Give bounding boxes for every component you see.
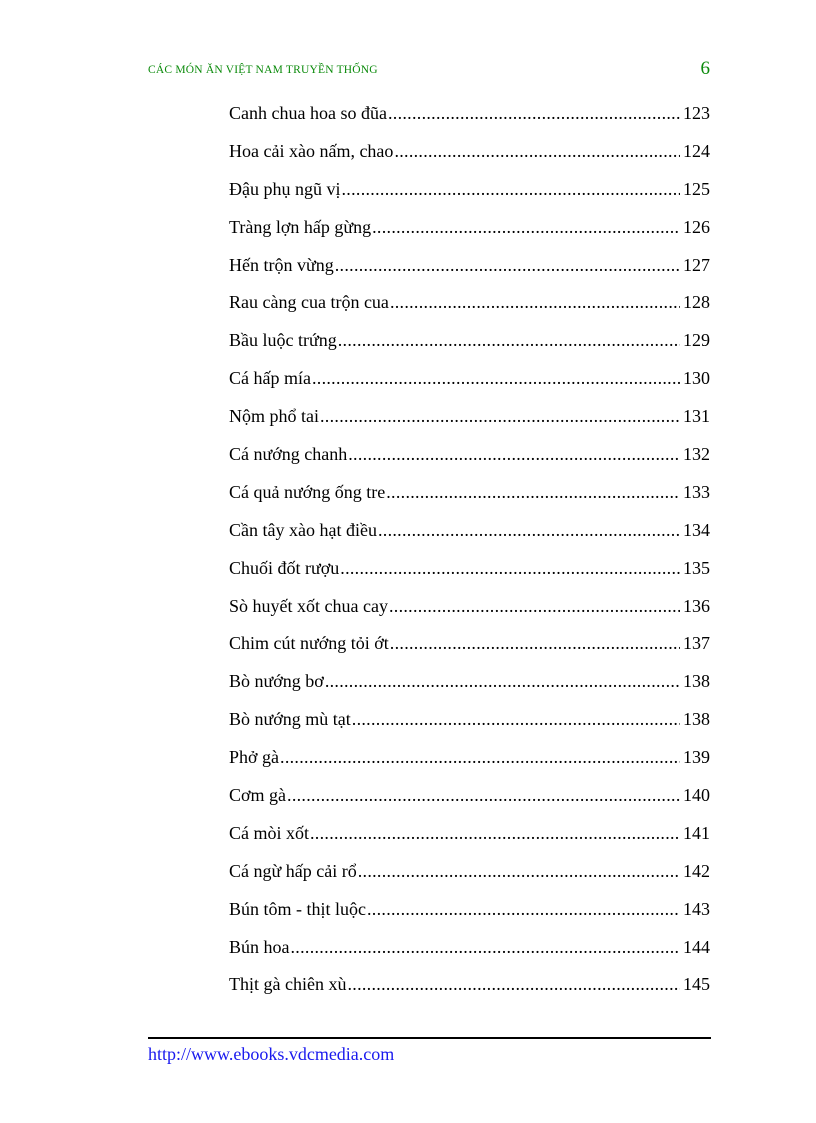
toc-entry-title: Nộm phổ tai bbox=[229, 406, 319, 427]
toc-leader-dots bbox=[386, 478, 680, 506]
toc-entry-page: 129 bbox=[683, 330, 710, 351]
toc-leader-dots bbox=[291, 933, 681, 961]
toc-entry bbox=[229, 213, 710, 251]
toc-entry bbox=[229, 705, 710, 743]
toc-entry-title: Bầu luộc trứng bbox=[229, 330, 337, 351]
toc-entry-title: Bún hoa bbox=[229, 936, 290, 957]
toc-entry bbox=[229, 440, 710, 478]
toc-entry-page: 140 bbox=[683, 785, 710, 806]
toc-entry-title: Cá ngừ hấp cải rổ bbox=[229, 860, 357, 881]
toc-entry-title: Chuối đốt rượu bbox=[229, 557, 340, 578]
toc-entry-title: Rau càng cua trộn cua bbox=[229, 292, 389, 313]
toc-entry bbox=[229, 592, 710, 630]
toc-entry bbox=[229, 288, 710, 326]
toc-leader-dots bbox=[340, 554, 680, 582]
toc-entry-title: Cá nướng chanh bbox=[229, 444, 348, 465]
toc-leader-dots bbox=[390, 288, 680, 316]
toc-entry-title: Thịt gà chiên xù bbox=[229, 974, 347, 995]
toc-entry-page: 145 bbox=[683, 974, 710, 995]
footer-divider bbox=[148, 1037, 711, 1039]
toc-entry-title: Cá hấp mía bbox=[229, 368, 311, 389]
toc-leader-dots bbox=[280, 743, 680, 771]
toc-leader-dots bbox=[342, 175, 681, 203]
toc-entry-page: 137 bbox=[683, 633, 710, 654]
toc-entry-page: 143 bbox=[683, 898, 710, 919]
toc-leader-dots bbox=[352, 705, 680, 733]
toc-leader-dots bbox=[389, 592, 680, 620]
toc-entry bbox=[229, 970, 710, 1008]
toc-entry-title: Đậu phụ ngũ vị bbox=[229, 178, 341, 199]
toc-entry-page: 124 bbox=[683, 140, 710, 161]
toc-leader-dots bbox=[335, 251, 680, 279]
toc-entry-page: 133 bbox=[683, 481, 710, 502]
toc-entry-title: Hến trộn vừng bbox=[229, 254, 334, 275]
toc-entry-page: 127 bbox=[683, 254, 710, 275]
toc-leader-dots bbox=[388, 99, 680, 127]
toc-entry bbox=[229, 137, 710, 175]
toc-entry bbox=[229, 99, 710, 137]
toc-entry-title: Bò nướng mù tạt bbox=[229, 709, 351, 730]
toc-entry-page: 144 bbox=[683, 936, 710, 957]
toc-leader-dots bbox=[287, 781, 680, 809]
table-of-contents bbox=[229, 99, 710, 1008]
toc-entry-page: 136 bbox=[683, 595, 710, 616]
toc-entry-title: Canh chua hoa so đũa bbox=[229, 103, 387, 123]
toc-entry-title: Cá mòi xốt bbox=[229, 822, 309, 843]
toc-entry-title: Hoa cải xào nấm, chao bbox=[229, 140, 394, 161]
toc-entry bbox=[229, 629, 710, 667]
toc-leader-dots bbox=[338, 326, 680, 354]
toc-entry bbox=[229, 857, 710, 895]
toc-entry bbox=[229, 326, 710, 364]
toc-entry-page: 131 bbox=[683, 406, 710, 427]
toc-entry-title: Sò huyết xốt chua cay bbox=[229, 595, 388, 616]
toc-entry-page: 138 bbox=[683, 671, 710, 692]
toc-entry bbox=[229, 819, 710, 857]
toc-leader-dots bbox=[367, 895, 680, 923]
toc-leader-dots bbox=[358, 857, 680, 885]
toc-entry-title: Cần tây xào hạt điều bbox=[229, 519, 377, 540]
toc-entry bbox=[229, 667, 710, 705]
toc-entry-title: Tràng lợn hấp gừng bbox=[229, 216, 372, 237]
page-number: 6 bbox=[700, 58, 710, 79]
toc-entry-title: Cá quả nướng ống tre bbox=[229, 481, 386, 502]
toc-entry bbox=[229, 251, 710, 289]
toc-leader-dots bbox=[348, 440, 680, 468]
toc-entry bbox=[229, 478, 710, 516]
toc-entry-page: 141 bbox=[683, 822, 710, 843]
toc-entry-page: 130 bbox=[683, 368, 710, 389]
toc-entry bbox=[229, 933, 710, 971]
toc-entry-page: 125 bbox=[683, 178, 710, 199]
toc-entry bbox=[229, 743, 710, 781]
footer-url-link[interactable]: http://www.ebooks.vdcmedia.com bbox=[148, 1044, 395, 1064]
toc-entry-title: Phở gà bbox=[229, 747, 280, 768]
toc-entry-page: 126 bbox=[683, 216, 710, 237]
toc-entry bbox=[229, 895, 710, 933]
toc-entry-title: Chim cút nướng tỏi ớt bbox=[229, 633, 389, 654]
toc-entry-page: 132 bbox=[683, 444, 710, 465]
toc-leader-dots bbox=[312, 364, 680, 392]
toc-leader-dots bbox=[310, 819, 680, 847]
toc-entry-page: 123 bbox=[683, 103, 710, 123]
running-header-title: CÁC MÓN ĂN VIỆT NAM TRUYỀN THỐNG bbox=[148, 64, 378, 76]
toc-entry-title: Bún tôm - thịt luộc bbox=[229, 898, 366, 919]
toc-entry-page: 138 bbox=[683, 709, 710, 730]
toc-leader-dots bbox=[347, 970, 680, 998]
toc-entry bbox=[229, 516, 710, 554]
toc-leader-dots bbox=[378, 516, 680, 544]
toc-entry bbox=[229, 402, 710, 440]
toc-leader-dots bbox=[320, 402, 680, 430]
toc-entry bbox=[229, 781, 710, 819]
toc-entry-page: 139 bbox=[683, 747, 710, 768]
toc-entry-page: 135 bbox=[683, 557, 710, 578]
toc-leader-dots bbox=[372, 213, 680, 241]
toc-entry-page: 128 bbox=[683, 292, 710, 313]
toc-leader-dots bbox=[325, 667, 680, 695]
toc-entry-title: Bò nướng bơ bbox=[229, 671, 324, 692]
toc-entry-title: Cơm gà bbox=[229, 785, 287, 806]
toc-entry bbox=[229, 554, 710, 592]
toc-entry-page: 134 bbox=[683, 519, 710, 540]
toc-entry bbox=[229, 364, 710, 402]
toc-leader-dots bbox=[390, 629, 680, 657]
toc-leader-dots bbox=[394, 137, 680, 165]
toc-entry-page: 142 bbox=[683, 860, 710, 881]
toc-entry bbox=[229, 175, 710, 213]
